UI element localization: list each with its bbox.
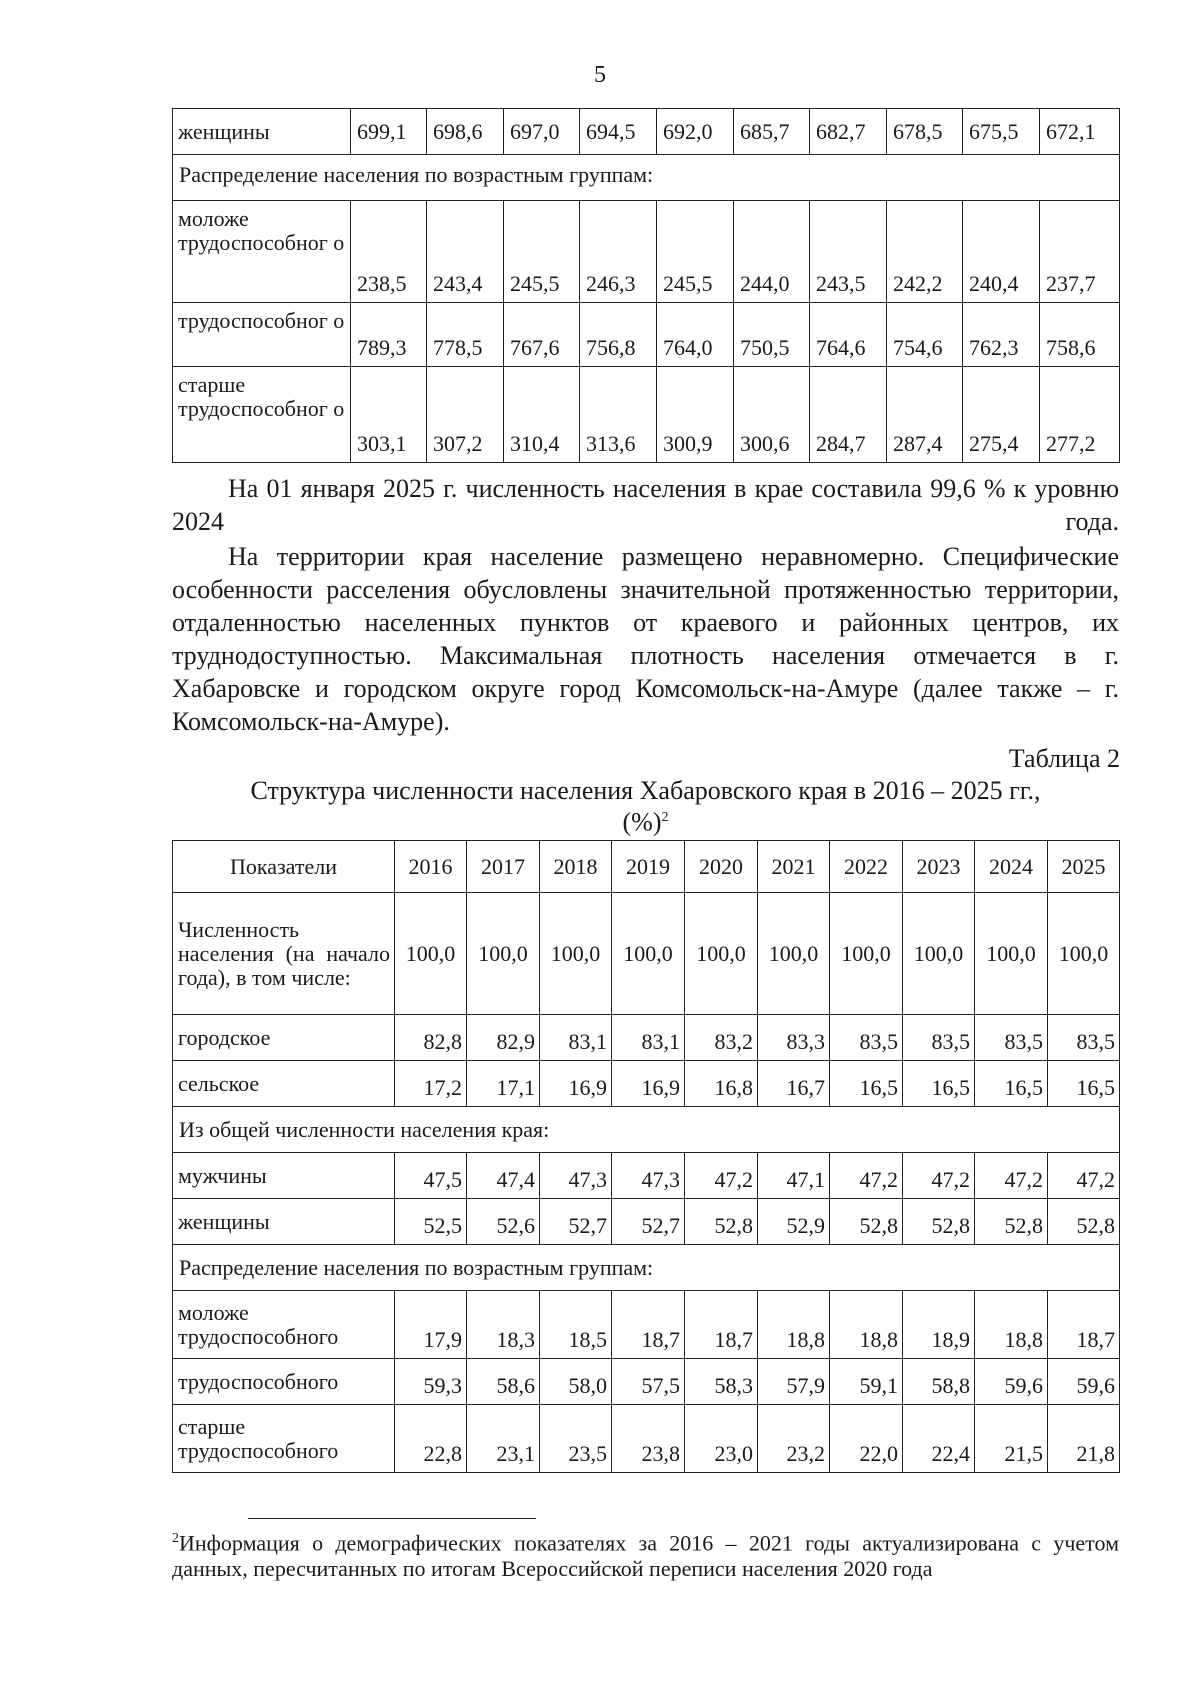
table-cell: 778,5 xyxy=(427,303,504,367)
table-cell: 245,5 xyxy=(504,201,580,303)
table-cell: 83,1 xyxy=(612,1015,685,1061)
row-label: мужчины xyxy=(173,1153,395,1199)
table-cell: 83,5 xyxy=(903,1015,975,1061)
population-structure-table xyxy=(172,840,1120,1473)
table-cell: 58,0 xyxy=(540,1359,612,1405)
table-cell: 83,1 xyxy=(540,1015,612,1061)
table-cell: 16,7 xyxy=(758,1061,830,1107)
table-cell: 52,5 xyxy=(395,1199,467,1245)
year-header: 2020 xyxy=(685,841,758,893)
table-cell: 52,6 xyxy=(467,1199,540,1245)
table-title-unit: (%)$^2$ xyxy=(622,807,669,837)
table-cell: 58,6 xyxy=(467,1359,540,1405)
table-caption: Таблица 2 xyxy=(1008,744,1120,773)
table-cell: 238,5 xyxy=(351,201,427,303)
table-cell: 764,0 xyxy=(657,303,734,367)
table-row xyxy=(173,201,1120,303)
table-row xyxy=(173,1291,1120,1359)
table-cell: 58,8 xyxy=(903,1359,975,1405)
table-cell: 16,5 xyxy=(830,1061,903,1107)
table-cell: 100,0 xyxy=(467,893,540,1015)
table-cell: 47,3 xyxy=(612,1153,685,1199)
table-cell: 18,3 xyxy=(467,1291,540,1359)
table-row xyxy=(173,1061,1120,1107)
row-label: трудоспособног о xyxy=(173,303,351,367)
row-label: Численность населения (на начало года), в том числе: xyxy=(173,893,395,1015)
table-cell: 47,2 xyxy=(1048,1153,1120,1199)
table-cell: 16,5 xyxy=(1048,1061,1120,1107)
year-header: 2024 xyxy=(975,841,1048,893)
table-cell: 16,5 xyxy=(903,1061,975,1107)
table-cell: 52,8 xyxy=(975,1199,1048,1245)
table-cell: 16,5 xyxy=(975,1061,1048,1107)
table-cell: 303,1 xyxy=(351,367,427,463)
table-cell: 18,8 xyxy=(975,1291,1048,1359)
section-label: Из общей численности населения края: xyxy=(173,1107,1120,1153)
table-cell: 750,5 xyxy=(734,303,810,367)
table-cell: 672,1 xyxy=(1040,109,1120,155)
table-cell: 59,3 xyxy=(395,1359,467,1405)
footnote-ref: 2 xyxy=(661,810,669,825)
table-cell: 47,2 xyxy=(830,1153,903,1199)
table-cell: 244,0 xyxy=(734,201,810,303)
table-cell: 47,4 xyxy=(467,1153,540,1199)
paragraph-population-distribution: На территории края население размещено неравномерно. Специфические особенности расселения обусловлены значительной протяженностью территории, отдаленностью населенных пунктов от краевого и районных центров, их труднодоступностью. Максимальная плотность населения отмечается в г. Хабаровске и городском округе город Комсомольск-на-Амуре (далее также – г. Комсомольск-на-Амуре). xyxy=(172,542,1119,736)
table-cell: 100,0 xyxy=(758,893,830,1015)
table-cell: 23,0 xyxy=(685,1405,758,1473)
table-cell: 57,5 xyxy=(612,1359,685,1405)
section-label: Распределение населения по возрастным группам: xyxy=(173,155,1120,201)
table-cell: 83,5 xyxy=(1048,1015,1120,1061)
population-table-continued xyxy=(172,108,1120,463)
table-cell: 237,7 xyxy=(1040,201,1120,303)
table-cell: 83,2 xyxy=(685,1015,758,1061)
row-label: женщины xyxy=(173,1199,395,1245)
table-cell: 83,5 xyxy=(830,1015,903,1061)
footnote-text: Информация о демографических показателях за 2016 – 2021 годы актуализирована с учетом данных, пересчитанных по итогам Всероссийской переписи населения 2020 года xyxy=(172,1530,1119,1582)
table-title-text: Структура численности населения Хабаровского края в 2016 – 2025 гг., xyxy=(250,776,1041,805)
table-row xyxy=(173,1153,1120,1199)
header-indicators: Показатели xyxy=(173,841,395,893)
table-cell: 767,6 xyxy=(504,303,580,367)
table-row xyxy=(173,893,1120,1015)
table-cell: 242,2 xyxy=(887,201,963,303)
table-cell: 16,9 xyxy=(540,1061,612,1107)
table-row xyxy=(173,1015,1120,1061)
table-cell: 243,5 xyxy=(810,201,887,303)
year-header: 2025 xyxy=(1048,841,1120,893)
table-cell: 16,9 xyxy=(612,1061,685,1107)
table-cell: 100,0 xyxy=(685,893,758,1015)
table-cell: 59,6 xyxy=(975,1359,1048,1405)
table-cell: 47,5 xyxy=(395,1153,467,1199)
row-label: трудоспособного xyxy=(173,1359,395,1405)
table-cell: 52,8 xyxy=(1048,1199,1120,1245)
table-cell: 313,6 xyxy=(580,367,657,463)
table-row xyxy=(173,303,1120,367)
table-cell: 52,7 xyxy=(540,1199,612,1245)
row-label: городское xyxy=(173,1015,395,1061)
table-cell: 58,3 xyxy=(685,1359,758,1405)
row-label: моложе трудоспособног о xyxy=(173,201,351,303)
table-cell: 18,8 xyxy=(830,1291,903,1359)
table-cell: 758,6 xyxy=(1040,303,1120,367)
table-cell: 57,9 xyxy=(758,1359,830,1405)
table-cell: 52,9 xyxy=(758,1199,830,1245)
table-cell: 277,2 xyxy=(1040,367,1120,463)
table-cell: 83,3 xyxy=(758,1015,830,1061)
table-cell: 18,8 xyxy=(758,1291,830,1359)
table-cell: 754,6 xyxy=(887,303,963,367)
table-cell: 682,7 xyxy=(810,109,887,155)
table-cell: 246,3 xyxy=(580,201,657,303)
table-cell: 47,2 xyxy=(975,1153,1048,1199)
section-label: Распределение населения по возрастным группам: xyxy=(173,1245,1120,1291)
table-cell: 83,5 xyxy=(975,1015,1048,1061)
table-cell: 52,7 xyxy=(612,1199,685,1245)
table-cell: 678,5 xyxy=(887,109,963,155)
year-header: 2016 xyxy=(395,841,467,893)
table-cell: 284,7 xyxy=(810,367,887,463)
table-cell: 100,0 xyxy=(540,893,612,1015)
table-cell: 100,0 xyxy=(975,893,1048,1015)
paragraph-population-change: На 01 января 2025 г. численность населения в крае составила 99,6 % к уровню 2024 года. xyxy=(172,474,1119,536)
table-cell: 47,3 xyxy=(540,1153,612,1199)
table-cell: 59,6 xyxy=(1048,1359,1120,1405)
table-cell: 22,8 xyxy=(395,1405,467,1473)
table-cell: 245,5 xyxy=(657,201,734,303)
table-row xyxy=(173,367,1120,463)
table-cell: 47,2 xyxy=(903,1153,975,1199)
year-header: 2023 xyxy=(903,841,975,893)
page-number: 5 xyxy=(594,62,606,88)
table-cell: 23,1 xyxy=(467,1405,540,1473)
year-header: 2018 xyxy=(540,841,612,893)
table-cell: 52,8 xyxy=(903,1199,975,1245)
table-cell: 18,7 xyxy=(612,1291,685,1359)
table-cell: 243,4 xyxy=(427,201,504,303)
table-cell: 310,4 xyxy=(504,367,580,463)
table-cell: 699,1 xyxy=(351,109,427,155)
table-section-row xyxy=(173,155,1120,201)
table-cell: 789,3 xyxy=(351,303,427,367)
row-label: старше трудоспособног о xyxy=(173,367,351,463)
table-cell: 698,6 xyxy=(427,109,504,155)
table-cell: 764,6 xyxy=(810,303,887,367)
table-cell: 47,2 xyxy=(685,1153,758,1199)
table-cell: 17,2 xyxy=(395,1061,467,1107)
table-cell: 307,2 xyxy=(427,367,504,463)
table-cell: 16,8 xyxy=(685,1061,758,1107)
table-section-row xyxy=(173,1107,1120,1153)
table-cell: 692,0 xyxy=(657,109,734,155)
row-label: старше трудоспособного xyxy=(173,1405,395,1473)
year-header: 2017 xyxy=(467,841,540,893)
table-cell: 21,8 xyxy=(1048,1405,1120,1473)
table-cell: 47,1 xyxy=(758,1153,830,1199)
table-cell: 100,0 xyxy=(830,893,903,1015)
table-cell: 100,0 xyxy=(1048,893,1120,1015)
footnote-marker: 2 xyxy=(172,1531,179,1546)
table-cell: 23,2 xyxy=(758,1405,830,1473)
table-cell: 300,9 xyxy=(657,367,734,463)
table-row xyxy=(173,1199,1120,1245)
table-section-row xyxy=(173,1245,1120,1291)
year-header: 2021 xyxy=(758,841,830,893)
year-header: 2019 xyxy=(612,841,685,893)
table-cell: 52,8 xyxy=(685,1199,758,1245)
table-cell: 287,4 xyxy=(887,367,963,463)
table-cell: 21,5 xyxy=(975,1405,1048,1473)
table-cell: 17,9 xyxy=(395,1291,467,1359)
table-cell: 18,7 xyxy=(1048,1291,1120,1359)
row-label: женщины xyxy=(173,109,351,155)
footnote-divider xyxy=(248,1518,536,1519)
row-label: сельское xyxy=(173,1061,395,1107)
table-cell: 756,8 xyxy=(580,303,657,367)
table-cell: 23,8 xyxy=(612,1405,685,1473)
table-cell: 100,0 xyxy=(395,893,467,1015)
table-cell: 23,5 xyxy=(540,1405,612,1473)
table-cell: 100,0 xyxy=(612,893,685,1015)
table-cell: 685,7 xyxy=(734,109,810,155)
table-row xyxy=(173,109,1120,155)
table-cell: 18,7 xyxy=(685,1291,758,1359)
table-cell: 17,1 xyxy=(467,1061,540,1107)
table-cell: 82,9 xyxy=(467,1015,540,1061)
table-cell: 22,0 xyxy=(830,1405,903,1473)
table-cell: 59,1 xyxy=(830,1359,903,1405)
table-header-row xyxy=(173,841,1120,893)
table-cell: 82,8 xyxy=(395,1015,467,1061)
row-label: моложе трудоспособного xyxy=(173,1291,395,1359)
table-cell: 18,9 xyxy=(903,1291,975,1359)
table-cell: 275,4 xyxy=(963,367,1040,463)
table-cell: 697,0 xyxy=(504,109,580,155)
table-row xyxy=(173,1405,1120,1473)
table-cell: 18,5 xyxy=(540,1291,612,1359)
table-cell: 22,4 xyxy=(903,1405,975,1473)
table-cell: 100,0 xyxy=(903,893,975,1015)
year-header: 2022 xyxy=(830,841,903,893)
table-cell: 694,5 xyxy=(580,109,657,155)
table-cell: 675,5 xyxy=(963,109,1040,155)
table-cell: 52,8 xyxy=(830,1199,903,1245)
table-cell: 300,6 xyxy=(734,367,810,463)
table-row xyxy=(173,1359,1120,1405)
table-cell: 240,4 xyxy=(963,201,1040,303)
table-title xyxy=(172,776,1119,835)
footnote xyxy=(172,1526,1119,1582)
table-cell: 762,3 xyxy=(963,303,1040,367)
